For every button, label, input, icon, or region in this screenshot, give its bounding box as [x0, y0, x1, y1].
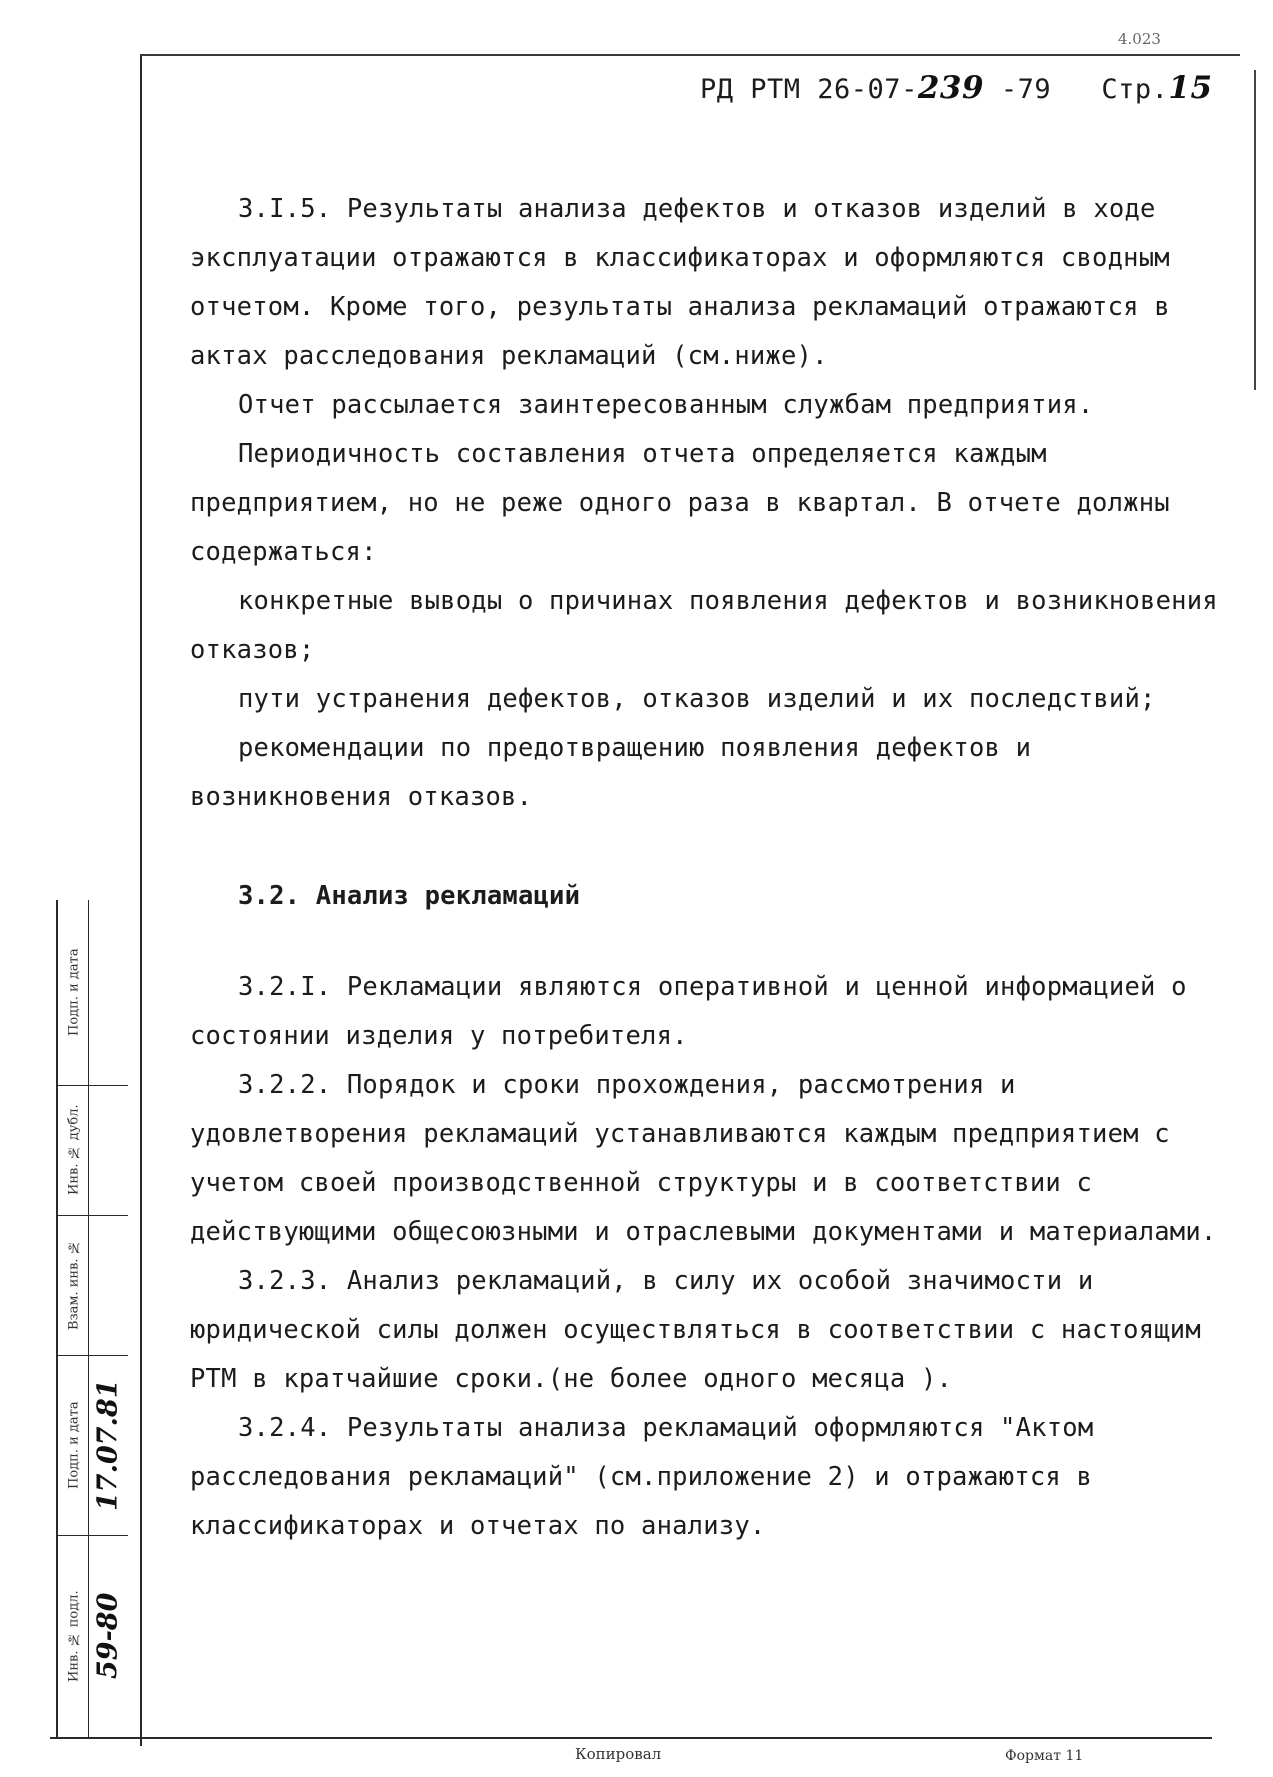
corner-number: 4.023 — [1118, 30, 1161, 48]
frame-top-line — [140, 54, 1240, 56]
label-duplicate-no: Инв. № дубл. — [66, 1104, 82, 1196]
paragraph-3-2-1: 3.2.I. Рекламации являются оперативной и ценной информацией о состоянии изделия у потребителя. — [190, 972, 1187, 1051]
page-number-handwritten: 15 — [1168, 70, 1213, 106]
frame-right-line — [1254, 70, 1256, 390]
sign-date-handwritten: 17.07.81 — [92, 1379, 124, 1511]
doc-number-handwritten: 239 — [917, 70, 985, 106]
doc-code: РД РТМ 26-07- — [700, 74, 918, 105]
label-sign-date-2: Подп. и дата — [66, 1401, 82, 1489]
page-label: Стр. — [1101, 74, 1169, 105]
footer-format: Формат 11 — [1005, 1748, 1084, 1764]
stamp-sidebar — [56, 900, 128, 1737]
list-item-conclusions: конкретные выводы о причинах появления дефектов и возникновения отказов; — [190, 586, 1218, 665]
paragraph-3-2-2: 3.2.2. Порядок и сроки прохождения, рассмотрения и удовлетворения рекламаций устанавливаются каждым предприятием с учетом своей производственной структуры и в соответствии с действующими общесоюзными и отраслевыми документами и материалами. — [190, 1070, 1217, 1247]
paragraph-3-2-3: 3.2.3. Анализ рекламаций, в силу их особой значимости и юридической силы должен осуществляться в соответствии с настоящим РТМ в кратчайшие сроки.(не более одного месяца ). — [190, 1266, 1201, 1394]
label-original-no: Инв. № подл. — [66, 1590, 82, 1682]
original-no-handwritten: 59-80 — [92, 1592, 124, 1680]
footer-copied: Копировал — [575, 1745, 662, 1763]
label-sign-date-1: Подп. и дата — [66, 948, 82, 1037]
section-heading-3-2: 3.2. Анализ рекламаций — [238, 881, 581, 911]
document-body — [190, 185, 1240, 1551]
paragraph-3-2-4: 3.2.4. Результаты анализа рекламаций оформляются "Актом расследования рекламаций" (см.приложение 2) и отражаются в классификаторах и отчетах по анализу. — [190, 1413, 1094, 1541]
label-replaced-no: Взам. инв. № — [66, 1239, 82, 1331]
paragraph-report-distribution: Отчет рассылается заинтересованным службам предприятия. — [238, 390, 1094, 420]
frame-bottom-line — [50, 1737, 1212, 1739]
list-item-recommendations: рекомендации по предотвращению появления дефектов и возникновения отказов. — [190, 733, 1032, 812]
frame-left-line — [140, 56, 142, 1746]
doc-year: -79 — [1000, 74, 1052, 105]
paragraph-report-periodicity: Периодичность составления отчета определяется каждым предприятием, но не реже одного раза в квартал. В отчете должны содержаться: — [190, 439, 1170, 567]
list-item-elimination: пути устранения дефектов, отказов изделий и их последствий; — [238, 684, 1156, 714]
document-header — [700, 70, 1213, 106]
paragraph-3-1-5: 3.I.5. Результаты анализа дефектов и отказов изделий в ходе эксплуатации отражаются в классификаторах и оформляются сводным отчетом. Кроме того, результаты анализа рекламаций отражаются в актах расследования рекламаций (см.ниже). — [190, 194, 1170, 371]
